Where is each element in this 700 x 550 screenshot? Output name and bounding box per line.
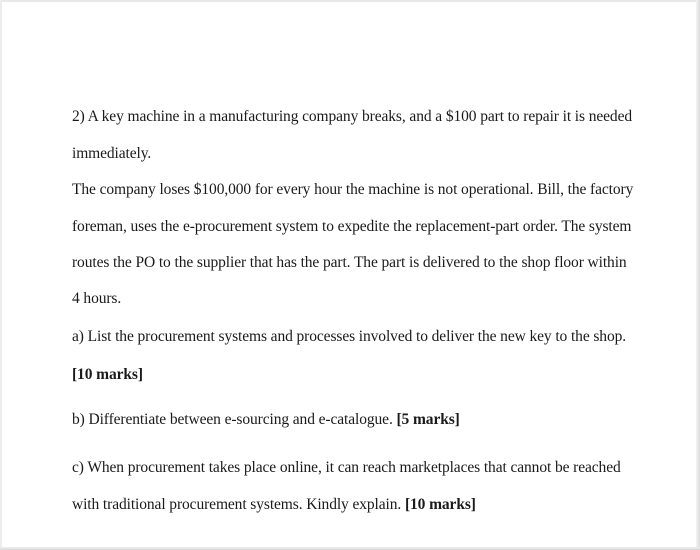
part-c-line-2 [72,496,476,514]
page-edge-top [0,0,700,2]
part-c-line-1: c) When procurement takes place online, it can reach marketplaces that cannot be reached [72,459,621,476]
question-line-2: immediately. [72,145,152,162]
question-line-6: 4 hours. [72,290,122,307]
part-c-text: with traditional procurement systems. Kindly explain. [72,496,405,513]
page-edge-right [696,0,700,550]
part-b-marks: [5 marks] [396,411,460,428]
question-line-1: 2) A key machine in a manufacturing company breaks, and a $100 part to repair it is needed [72,108,633,125]
part-b-text: b) Differentiate between e-sourcing and e-catalogue. [72,411,397,428]
part-c-marks: [10 marks] [404,496,476,513]
question-line-3: The company loses $100,000 for every hour the machine is not operational. Bill, the factory [72,181,634,198]
part-a-text: a) List the procurement systems and processes involved to deliver the new key to the shop. [72,328,627,345]
question-line-4: foreman, uses the e-procurement system to expedite the replacement-part order. The system [72,218,632,235]
question-line-5: routes the PO to the supplier that has the part. The part is delivered to the shop floor within [72,254,627,271]
page-edge-left [0,0,2,550]
part-b-line [72,411,460,429]
part-a-marks: [10 marks] [72,366,143,383]
